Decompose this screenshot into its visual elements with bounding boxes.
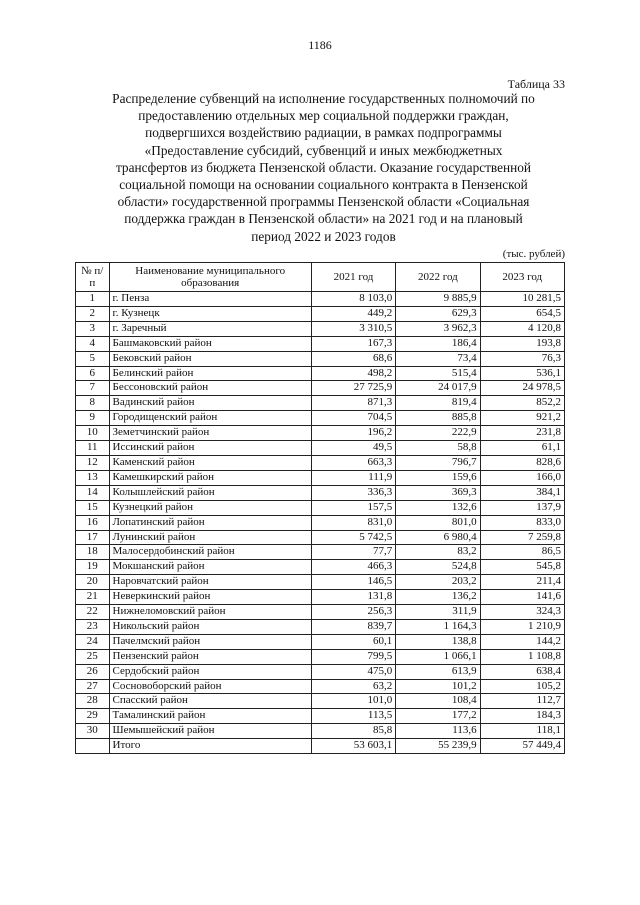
cell-2021: 60,1 [311,634,395,649]
cell-2022: 1 066,1 [396,649,480,664]
cell-2023: 193,8 [480,336,564,351]
table-row [76,575,565,590]
title-line: области» государственной программы Пензенской области «Социальная [117,194,530,210]
cell-2021: 131,8 [311,590,395,605]
table-row [76,709,565,724]
cell-2023: 638,4 [480,664,564,679]
row-num: 17 [76,530,110,545]
row-name: Сосновоборский район [109,679,311,694]
cell-2022: 159,6 [396,470,480,485]
cell-2022: 524,8 [396,560,480,575]
table-row [76,634,565,649]
cell-2022: 136,2 [396,590,480,605]
header-num: № п/п [76,263,110,292]
cell-2021: 68,6 [311,351,395,366]
cell-2023: 536,1 [480,366,564,381]
table-row [76,292,565,307]
title-line: Распределение субвенций на исполнение государственных полномочий по [112,91,535,106]
cell-2021: 871,3 [311,396,395,411]
row-num: 19 [76,560,110,575]
row-name: Иссинский район [109,441,311,456]
cell-2023: 105,2 [480,679,564,694]
table-row [76,500,565,515]
table-row [76,485,565,500]
row-name: Земетчинский район [109,426,311,441]
cell-2022: 132,6 [396,500,480,515]
row-num: 27 [76,679,110,694]
cell-2023: 852,2 [480,396,564,411]
title-line: поддержка граждан в Пензенской области» на 2021 год и на плановый [124,211,523,227]
cell-2021: 3 310,5 [311,321,395,336]
cell-2021: 498,2 [311,366,395,381]
row-name: Бековский район [109,351,311,366]
row-name: Спасский район [109,694,311,709]
cell-2021: 663,3 [311,455,395,470]
cell-2021: 704,5 [311,411,395,426]
row-num: 23 [76,619,110,634]
cell-2023: 1 210,9 [480,619,564,634]
row-num: 21 [76,590,110,605]
row-name: Белинский район [109,366,311,381]
cell-2022: 819,4 [396,396,480,411]
row-num: 16 [76,515,110,530]
table-row [76,590,565,605]
row-name: Мокшанский район [109,560,311,575]
cell-2023: 4 120,8 [480,321,564,336]
cell-2022: 138,8 [396,634,480,649]
table-row [76,321,565,336]
header-name: Наименование муниципального образования [109,263,311,292]
total-cell-2023: 57 449,4 [480,739,564,754]
row-num: 18 [76,545,110,560]
cell-2023: 61,1 [480,441,564,456]
cell-2023: 137,9 [480,500,564,515]
cell-2023: 324,3 [480,605,564,620]
row-num: 22 [76,605,110,620]
row-name: Вадинский район [109,396,311,411]
cell-2022: 177,2 [396,709,480,724]
table-row [76,366,565,381]
row-name: Сердобский район [109,664,311,679]
table-row [76,441,565,456]
title-line: предоставлению отдельных мер социальной поддержки граждан, [138,108,509,124]
row-name: Башмаковский район [109,336,311,351]
header-2022: 2022 год [396,263,480,292]
cell-2022: 58,8 [396,441,480,456]
title-line: период 2022 и 2023 годов [251,228,396,244]
cell-2021: 449,2 [311,306,395,321]
table-label: Таблица 33 [507,77,565,91]
cell-2021: 146,5 [311,575,395,590]
cell-2022: 311,9 [396,605,480,620]
row-num: 3 [76,321,110,336]
table-row [76,411,565,426]
row-num: 4 [76,336,110,351]
cell-2023: 24 978,5 [480,381,564,396]
row-name: Пензенский район [109,649,311,664]
cell-2023: 921,2 [480,411,564,426]
cell-2023: 654,5 [480,306,564,321]
row-name: Лопатинский район [109,515,311,530]
cell-2021: 157,5 [311,500,395,515]
row-num: 13 [76,470,110,485]
cell-2022: 3 962,3 [396,321,480,336]
row-num: 1 [76,292,110,307]
row-num: 25 [76,649,110,664]
cell-2021: 196,2 [311,426,395,441]
row-num: 26 [76,664,110,679]
cell-2021: 831,0 [311,515,395,530]
row-name: Малосердобинский район [109,545,311,560]
cell-2022: 73,4 [396,351,480,366]
table-row [76,515,565,530]
row-num: 8 [76,396,110,411]
row-num: 20 [76,575,110,590]
cell-2022: 369,3 [396,485,480,500]
cell-2021: 113,5 [311,709,395,724]
row-name: Камешкирский район [109,470,311,485]
row-num: 10 [76,426,110,441]
cell-2021: 475,0 [311,664,395,679]
row-num: 7 [76,381,110,396]
row-num: 28 [76,694,110,709]
cell-2021: 839,7 [311,619,395,634]
cell-2021: 8 103,0 [311,292,395,307]
cell-2021: 5 742,5 [311,530,395,545]
cell-2023: 7 259,8 [480,530,564,545]
cell-2022: 9 885,9 [396,292,480,307]
cell-2023: 86,5 [480,545,564,560]
cell-2022: 101,2 [396,679,480,694]
cell-2023: 211,4 [480,575,564,590]
cell-2022: 108,4 [396,694,480,709]
cell-2022: 629,3 [396,306,480,321]
row-name: Каменский район [109,455,311,470]
cell-2022: 801,0 [396,515,480,530]
table-row [76,396,565,411]
row-num: 12 [76,455,110,470]
row-name: Городищенский район [109,411,311,426]
cell-2021: 63,2 [311,679,395,694]
row-name: Кузнецкий район [109,500,311,515]
title-line: социальной помощи на основании социального контракта в Пензенской [119,177,528,193]
cell-2022: 885,8 [396,411,480,426]
table-row [76,470,565,485]
table-row [76,381,565,396]
table-row [76,724,565,739]
cell-2023: 833,0 [480,515,564,530]
table-row [76,306,565,321]
row-name: Неверкинский район [109,590,311,605]
cell-2023: 384,1 [480,485,564,500]
document-title [80,90,567,245]
row-name: Тамалинский район [109,709,311,724]
row-num: 24 [76,634,110,649]
table-row [76,679,565,694]
row-name: Колышлейский район [109,485,311,500]
row-name: Нижнеломовский район [109,605,311,620]
cell-2021: 336,3 [311,485,395,500]
table-row [76,530,565,545]
total-row [76,739,565,754]
row-name: Бессоновский район [109,381,311,396]
table-row [76,619,565,634]
table-row [76,649,565,664]
row-num: 2 [76,306,110,321]
cell-2022: 83,2 [396,545,480,560]
cell-2023: 141,6 [480,590,564,605]
total-cell-2021: 53 603,1 [311,739,395,754]
row-num: 6 [76,366,110,381]
row-num: 15 [76,500,110,515]
row-num: 9 [76,411,110,426]
table-row [76,605,565,620]
cell-2023: 1 108,8 [480,649,564,664]
total-cell-2022: 55 239,9 [396,739,480,754]
cell-2022: 796,7 [396,455,480,470]
cell-2023: 828,6 [480,455,564,470]
cell-2023: 166,0 [480,470,564,485]
cell-2022: 203,2 [396,575,480,590]
title-line: «Предоставление субсидий, субвенций и иных межбюджетных [144,142,503,158]
row-name: г. Кузнецк [109,306,311,321]
table-row [76,455,565,470]
units-note: (тыс. рублей) [502,248,565,260]
cell-2021: 466,3 [311,560,395,575]
table-row [76,545,565,560]
table-row [76,664,565,679]
row-num: 11 [76,441,110,456]
subventions-table [75,262,565,754]
cell-2021: 77,7 [311,545,395,560]
table-row [76,351,565,366]
cell-2021: 256,3 [311,605,395,620]
cell-2021: 167,3 [311,336,395,351]
cell-2021: 111,9 [311,470,395,485]
header-2021: 2021 год [311,263,395,292]
cell-2023: 10 281,5 [480,292,564,307]
cell-2022: 113,6 [396,724,480,739]
cell-2023: 184,3 [480,709,564,724]
cell-2021: 49,5 [311,441,395,456]
cell-2023: 76,3 [480,351,564,366]
row-num: 29 [76,709,110,724]
cell-2022: 515,4 [396,366,480,381]
cell-2022: 613,9 [396,664,480,679]
cell-2022: 186,4 [396,336,480,351]
total-row-name: Итого [109,739,311,754]
table-header-row [76,263,565,292]
title-line: трансфертов из бюджета Пензенской области. Оказание государственной [115,159,532,175]
cell-2022: 222,9 [396,426,480,441]
page-number: 1186 [308,38,332,52]
row-num: 5 [76,351,110,366]
cell-2021: 27 725,9 [311,381,395,396]
cell-2022: 6 980,4 [396,530,480,545]
cell-2023: 545,8 [480,560,564,575]
header-2023: 2023 год [480,263,564,292]
table-row [76,426,565,441]
total-row-num [76,739,110,754]
table-row [76,336,565,351]
cell-2023: 231,8 [480,426,564,441]
table-row [76,560,565,575]
cell-2023: 118,1 [480,724,564,739]
row-num: 14 [76,485,110,500]
cell-2021: 799,5 [311,649,395,664]
row-num: 30 [76,724,110,739]
cell-2022: 24 017,9 [396,381,480,396]
cell-2021: 101,0 [311,694,395,709]
row-name: Шемышейский район [109,724,311,739]
row-name: г. Пенза [109,292,311,307]
title-line: подвергшихся воздействию радиации, в рамках подпрограммы [145,125,502,141]
row-name: Лунинский район [109,530,311,545]
row-name: Наровчатский район [109,575,311,590]
cell-2022: 1 164,3 [396,619,480,634]
table-row [76,694,565,709]
cell-2023: 144,2 [480,634,564,649]
cell-2023: 112,7 [480,694,564,709]
row-name: Пачелмский район [109,634,311,649]
row-name: г. Заречный [109,321,311,336]
cell-2021: 85,8 [311,724,395,739]
row-name: Никольский район [109,619,311,634]
